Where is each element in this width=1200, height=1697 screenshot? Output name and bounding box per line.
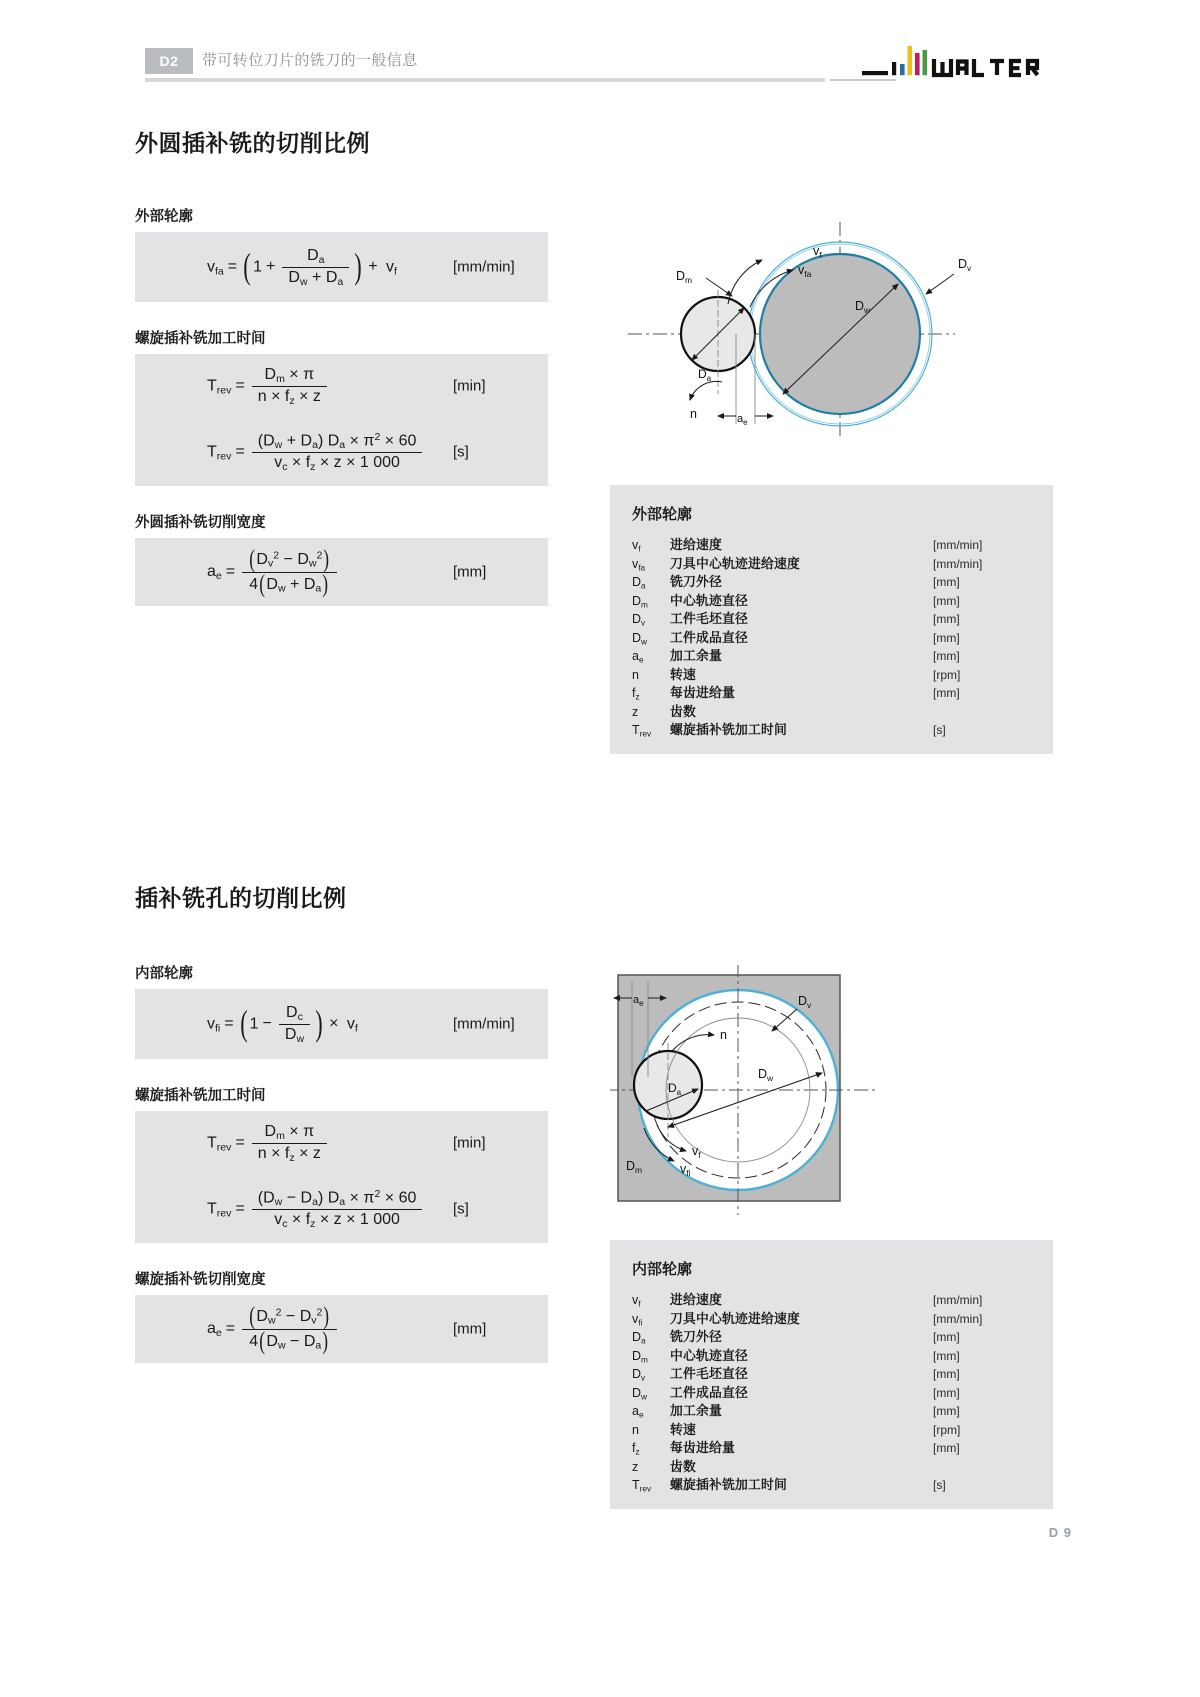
legend-row [610, 1308, 1053, 1327]
formula-unit: [s] [453, 1200, 469, 1218]
legend-symbol: z [632, 1459, 639, 1474]
formula-unit: [min] [453, 1134, 486, 1152]
legend-symbol: $a_e$ [632, 1404, 644, 1420]
diagram-internal-contour [610, 965, 1055, 1215]
legend-desc: 螺旋插补铣加工时间 [670, 722, 787, 737]
legend-external-contour [610, 485, 1053, 754]
svg-text:Dw: $D_w$ [758, 1067, 774, 1083]
header-rule [145, 78, 825, 82]
section-2-title: 插补铣孔的切削比例 [135, 885, 347, 911]
legend-symbol: $v_f$ [632, 1293, 641, 1309]
formula-box-vfa: $v_{fa}$ = ( 1 + $\frac{D_a}{D_w + D_a}$ ) + $v_f$ [mm/min] [135, 232, 548, 302]
legend-desc: 进给速度 [670, 1292, 722, 1307]
legend-row [610, 1382, 1053, 1401]
legend-unit: [mm] [933, 1404, 960, 1418]
section-1-sub-2: 螺旋插补铣加工时间 [135, 331, 266, 347]
legend-unit: [mm/min] [933, 538, 983, 552]
svg-text:Dw: $D_w$ [855, 299, 871, 315]
diagram-external-contour [610, 212, 1055, 442]
legend-symbol: $T_{rev}$ [632, 723, 652, 739]
legend-desc: 工件毛坯直径 [670, 1366, 748, 1381]
legend-row [610, 664, 1053, 683]
svg-text:vf: $v_f$ [813, 244, 822, 260]
legend-unit: [mm] [933, 630, 960, 645]
legend-row [610, 1419, 1053, 1438]
legend-symbol: $D_v$ [632, 1367, 646, 1383]
svg-text:vf: $v_f$ [692, 1144, 701, 1160]
formula-box-ae-2: $a_e$ = $\frac{(D_w^2 - D_v^2)}{4(D_w - D_a)}$ [mm] [135, 1295, 548, 1363]
svg-text:Dv: $D_v$ [798, 994, 812, 1010]
legend-unit: [mm] [933, 1441, 960, 1455]
legend-desc: 齿数 [670, 1458, 696, 1474]
legend-symbol: $f_z$ [632, 686, 640, 702]
legend-unit: [mm] [933, 1348, 960, 1363]
legend-desc: 刀具中心轨迹进给速度 [670, 555, 800, 571]
legend-title: 外部轮廓 [632, 506, 693, 523]
legend-symbol: $D_a$ [632, 575, 646, 591]
legend-symbol: $D_m$ [632, 1348, 648, 1364]
svg-text:vfa: $v_{fa}$ [798, 263, 812, 279]
legend-symbol: n [632, 1422, 639, 1437]
legend-unit: [mm/min] [933, 1293, 983, 1307]
legend-desc: 齿数 [670, 703, 696, 719]
legend-unit: [rpm] [933, 667, 961, 682]
legend-row [610, 1474, 1053, 1493]
legend-desc: 每齿进给量 [670, 1440, 735, 1455]
page-header [40, 48, 1160, 82]
chapter-tag: D2 [145, 48, 193, 74]
legend-row [610, 1345, 1053, 1364]
legend-row [610, 719, 1053, 738]
legend-desc: 工件毛坯直径 [670, 611, 748, 626]
legend-desc: 加工余量 [670, 1403, 722, 1418]
legend-desc: 中心轨迹直径 [670, 1347, 748, 1363]
legend-unit: [mm] [933, 1385, 960, 1400]
legend-row [610, 1289, 1053, 1308]
svg-text:ae: $a_e$ [737, 413, 748, 427]
legend-title: 内部轮廓 [632, 1261, 693, 1278]
legend-row [610, 553, 1053, 572]
legend-internal-contour [610, 1240, 1053, 1509]
legend-unit: [mm] [933, 575, 960, 589]
legend-desc: 转速 [670, 1421, 696, 1437]
svg-text:Dm: $D_m$ [676, 269, 693, 285]
legend-unit: [mm] [933, 649, 960, 663]
legend-row [610, 534, 1053, 553]
legend-row [610, 682, 1053, 701]
page-number: D 9 [1048, 1525, 1072, 1540]
svg-text:Da: $D_a$ [698, 367, 712, 383]
svg-text:Dm: $D_m$ [626, 1159, 643, 1175]
formula-unit: [mm/min] [453, 1015, 515, 1033]
legend-desc: 螺旋插补铣加工时间 [670, 1477, 787, 1492]
legend-symbol: $D_v$ [632, 612, 646, 628]
legend-desc: 中心轨迹直径 [670, 592, 748, 608]
legend-unit: [mm/min] [933, 1311, 983, 1326]
svg-text:Dv: $D_v$ [958, 257, 972, 273]
formula-box-trev-2: $T_{rev}$ = $\frac{D_m \times \pi}{n \times f_z \times z}$ [min] $T_{rev}$ = $\frac{(D_w - D_a) D_a \times \pi^2 \times 60}{v_c \times f_z \times z \times 1 000}$ [s] [135, 1111, 548, 1243]
section-1-sub-3: 外圆插补铣切削宽度 [135, 515, 266, 531]
formula-box-ae-1: $a_e$ = $\frac{(D_v^2 - D_w^2)}{4(D_w + D_a)}$ [mm] [135, 538, 548, 606]
formula-box-vfi: $v_{fi}$ = ( 1 − $\frac{D_c}{D_w}$ ) × $v_f$ [mm/min] [135, 989, 548, 1059]
legend-symbol: $v_{fa}$ [632, 556, 646, 572]
legend-symbol: $D_w$ [632, 630, 647, 646]
legend-desc: 刀具中心轨迹进给速度 [670, 1310, 800, 1326]
legend-row [610, 701, 1053, 720]
legend-desc: 加工余量 [670, 648, 722, 663]
legend-desc: 工件成品直径 [670, 629, 748, 645]
formula-unit: [s] [453, 443, 469, 461]
legend-row [610, 571, 1053, 590]
svg-text:n: n [720, 1028, 727, 1042]
legend-unit: [s] [933, 1478, 946, 1492]
legend-unit: [mm] [933, 593, 960, 608]
legend-unit: [rpm] [933, 1422, 961, 1437]
legend-desc: 转速 [670, 666, 696, 682]
legend-unit: [mm/min] [933, 556, 983, 571]
svg-text:n: n [690, 407, 697, 421]
legend-desc: 工件成品直径 [670, 1384, 748, 1400]
legend-desc: 铣刀外径 [670, 1329, 722, 1344]
legend-symbol: z [632, 704, 639, 719]
legend-row [610, 608, 1053, 627]
legend-row [610, 627, 1053, 646]
section-2-sub-3: 螺旋插补铣切削宽度 [135, 1272, 266, 1288]
legend-row [610, 590, 1053, 609]
legend-unit: [mm] [933, 1367, 960, 1381]
legend-symbol: $v_f$ [632, 538, 641, 554]
formula-unit: [min] [453, 377, 486, 395]
legend-unit: [mm] [933, 686, 960, 700]
legend-symbol: $a_e$ [632, 649, 644, 665]
svg-text:vfi: $v_{fi}$ [680, 1162, 691, 1178]
legend-unit: [s] [933, 723, 946, 737]
legend-symbol: n [632, 667, 639, 682]
legend-row [610, 1456, 1053, 1475]
formula-unit: [mm] [453, 563, 487, 581]
legend-row [610, 645, 1053, 664]
section-1-sub-1: 外部轮廓 [135, 209, 193, 225]
legend-symbol: $D_a$ [632, 1330, 646, 1346]
document-page [40, 0, 1160, 1584]
walter-logo [862, 40, 1072, 86]
section-1-title: 外圆插补铣的切削比例 [135, 130, 370, 156]
legend-unit: [mm] [933, 1330, 960, 1344]
legend-desc: 进给速度 [670, 537, 722, 552]
legend-row [610, 1363, 1053, 1382]
legend-desc: 每齿进给量 [670, 685, 735, 700]
section-2-sub-1: 内部轮廓 [135, 966, 193, 982]
formula-box-trev-1: $T_{rev}$ = $\frac{D_m \times \pi}{n \times f_z \times z}$ [min] $T_{rev}$ = $\frac{(D_w + D_a) D_a \times \pi^2 \times 60}{v_c \times f_z \times z \times 1 000}$ [s] [135, 354, 548, 486]
formula-unit: [mm/min] [453, 258, 515, 276]
legend-row [610, 1326, 1053, 1345]
legend-unit: [mm] [933, 612, 960, 626]
formula-unit: [mm] [453, 1320, 487, 1338]
svg-text:Da: $D_a$ [668, 1081, 682, 1097]
section-2-sub-2: 螺旋插补铣加工时间 [135, 1088, 266, 1104]
header-title: 带可转位刀片的铣刀的一般信息 [202, 52, 418, 69]
legend-symbol: $f_z$ [632, 1441, 640, 1457]
legend-symbol: $D_m$ [632, 593, 648, 609]
legend-symbol: $v_{fi}$ [632, 1311, 643, 1327]
legend-symbol: $D_w$ [632, 1385, 647, 1401]
legend-row [610, 1400, 1053, 1419]
legend-row [610, 1437, 1053, 1456]
svg-text:ae: $a_e$ [633, 994, 644, 1008]
legend-desc: 铣刀外径 [670, 574, 722, 589]
legend-symbol: $T_{rev}$ [632, 1478, 652, 1494]
